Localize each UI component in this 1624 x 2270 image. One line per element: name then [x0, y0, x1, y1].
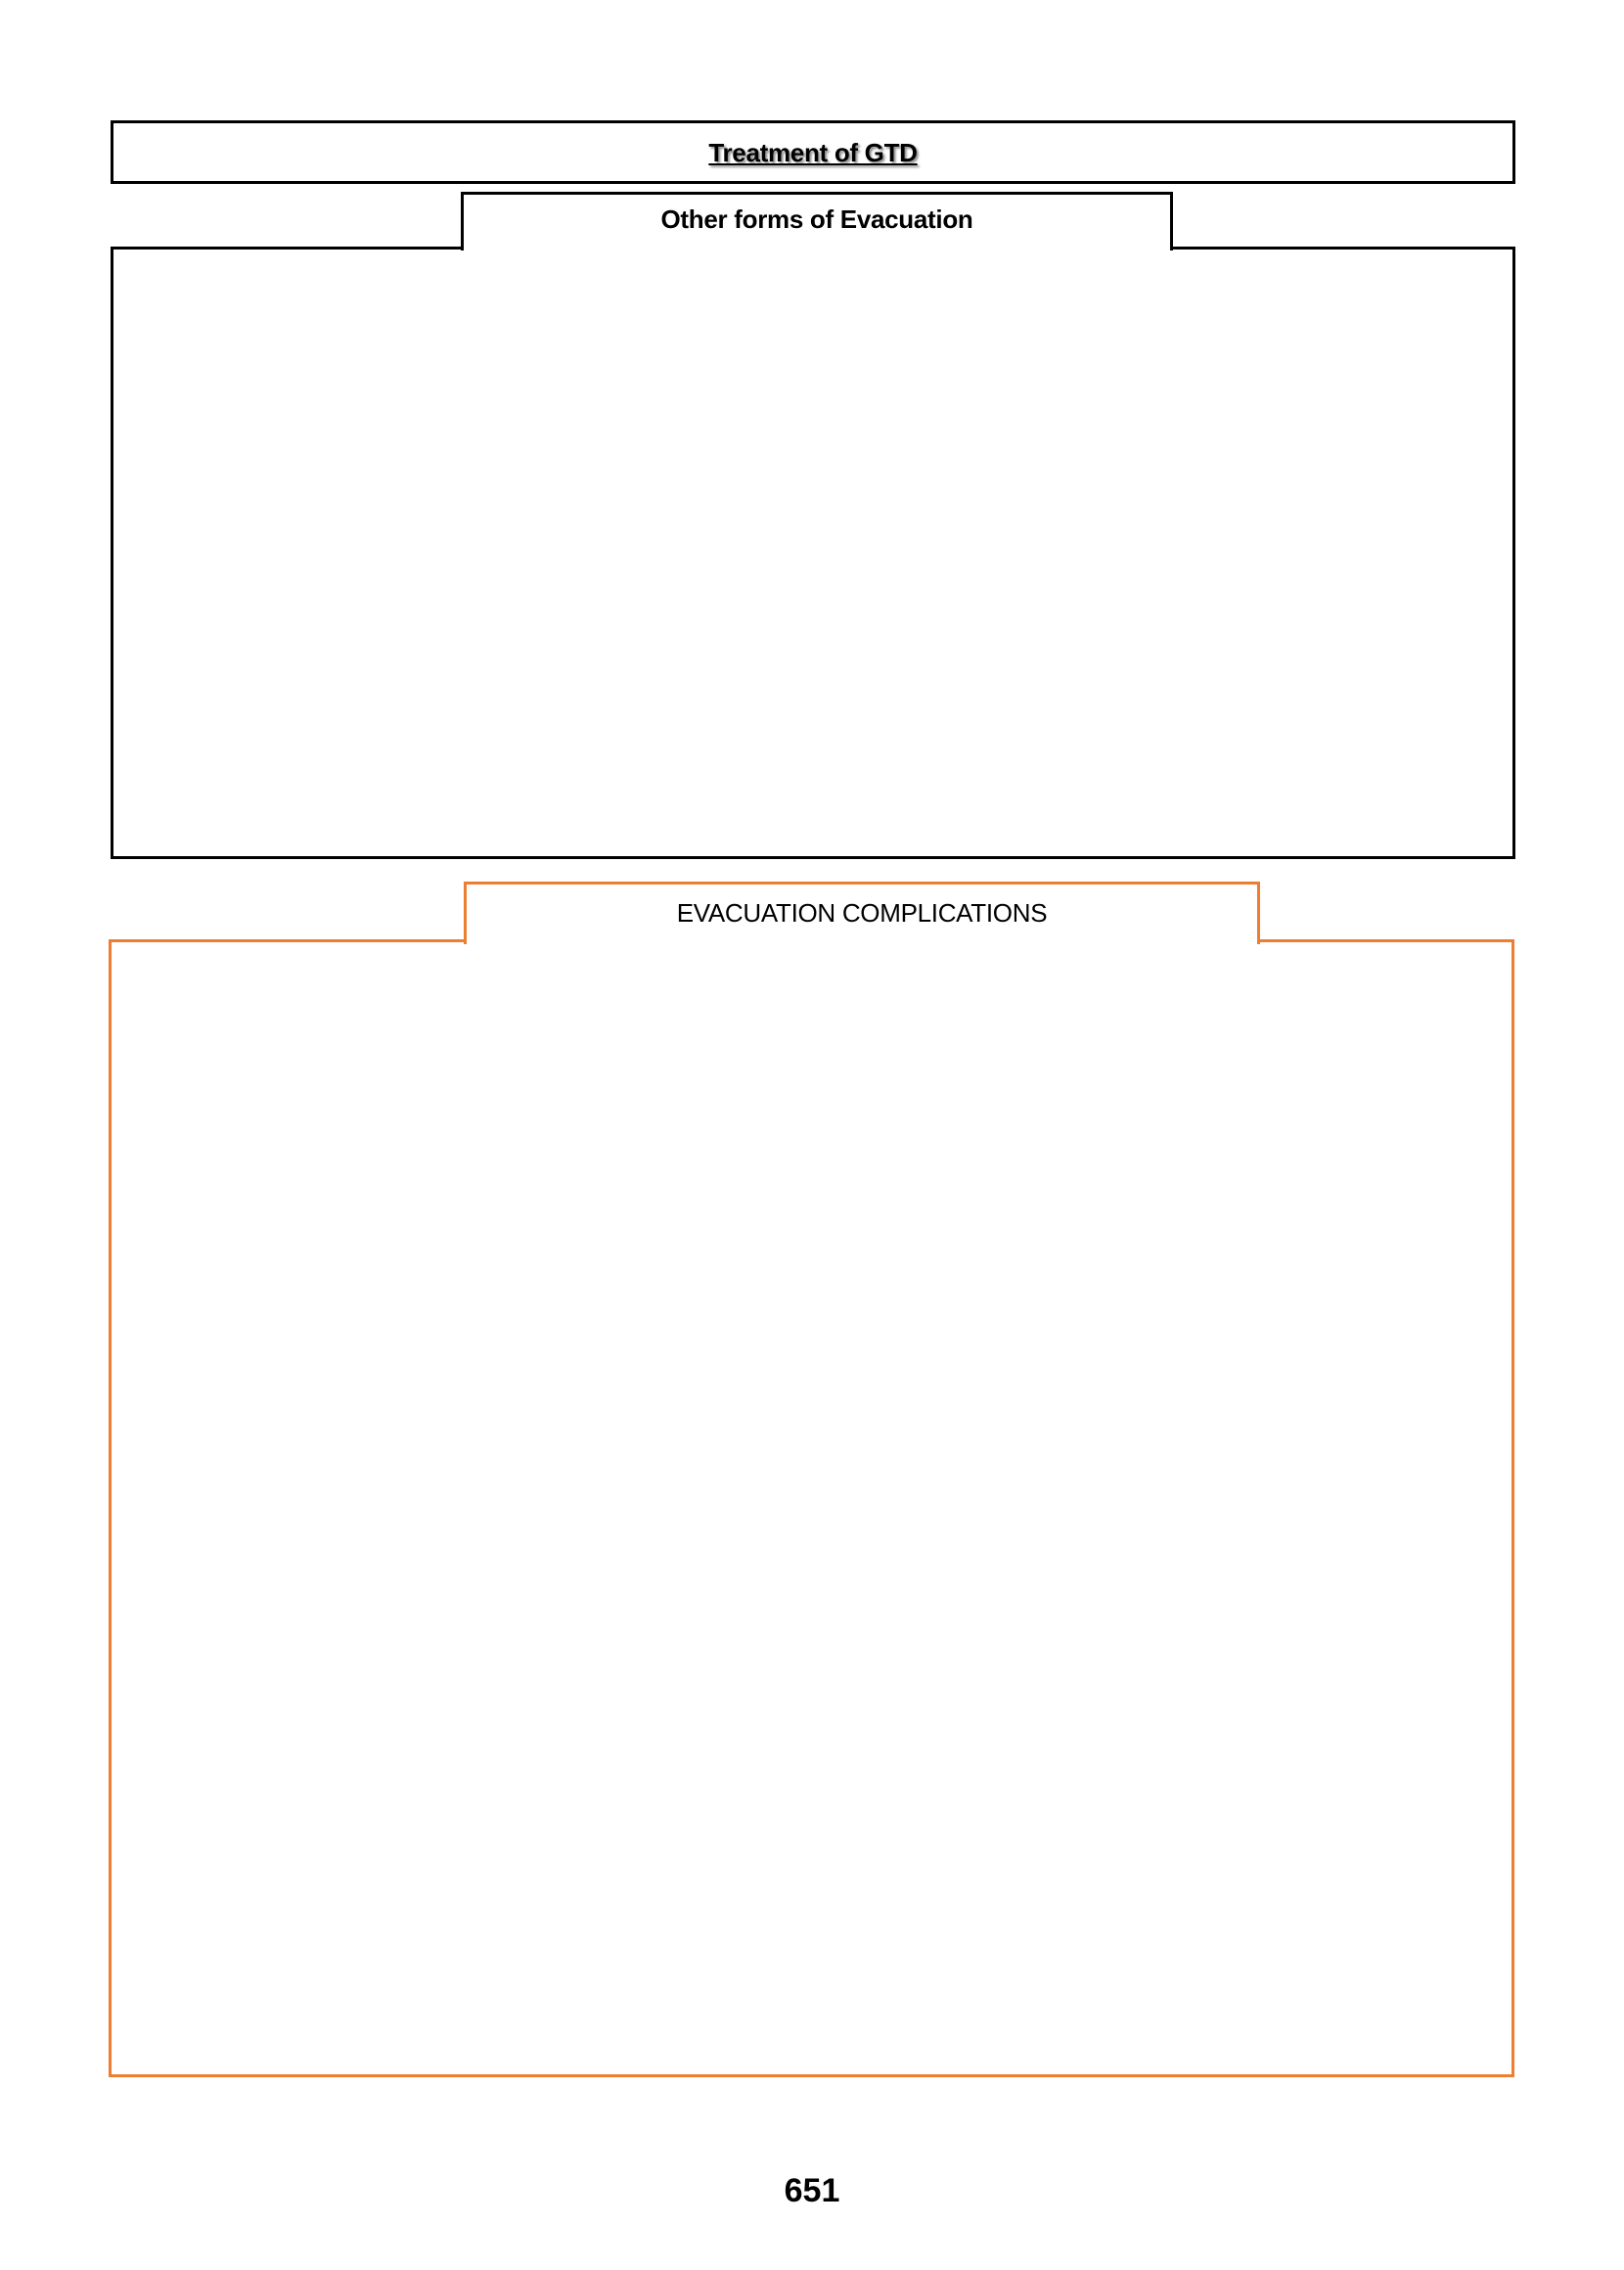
page-title: Treatment of GTD	[708, 138, 918, 167]
section-heading: Other forms of Evacuation	[660, 204, 973, 234]
page-number: 651	[784, 2172, 840, 2209]
section-heading-box	[461, 192, 1173, 250]
complications-heading: EVACUATION COMPLICATIONS	[676, 898, 1048, 928]
complications-heading-box	[464, 882, 1260, 944]
complications-content-box	[109, 939, 1514, 2077]
title-box	[111, 120, 1515, 184]
evacuation-content-box	[111, 247, 1515, 859]
